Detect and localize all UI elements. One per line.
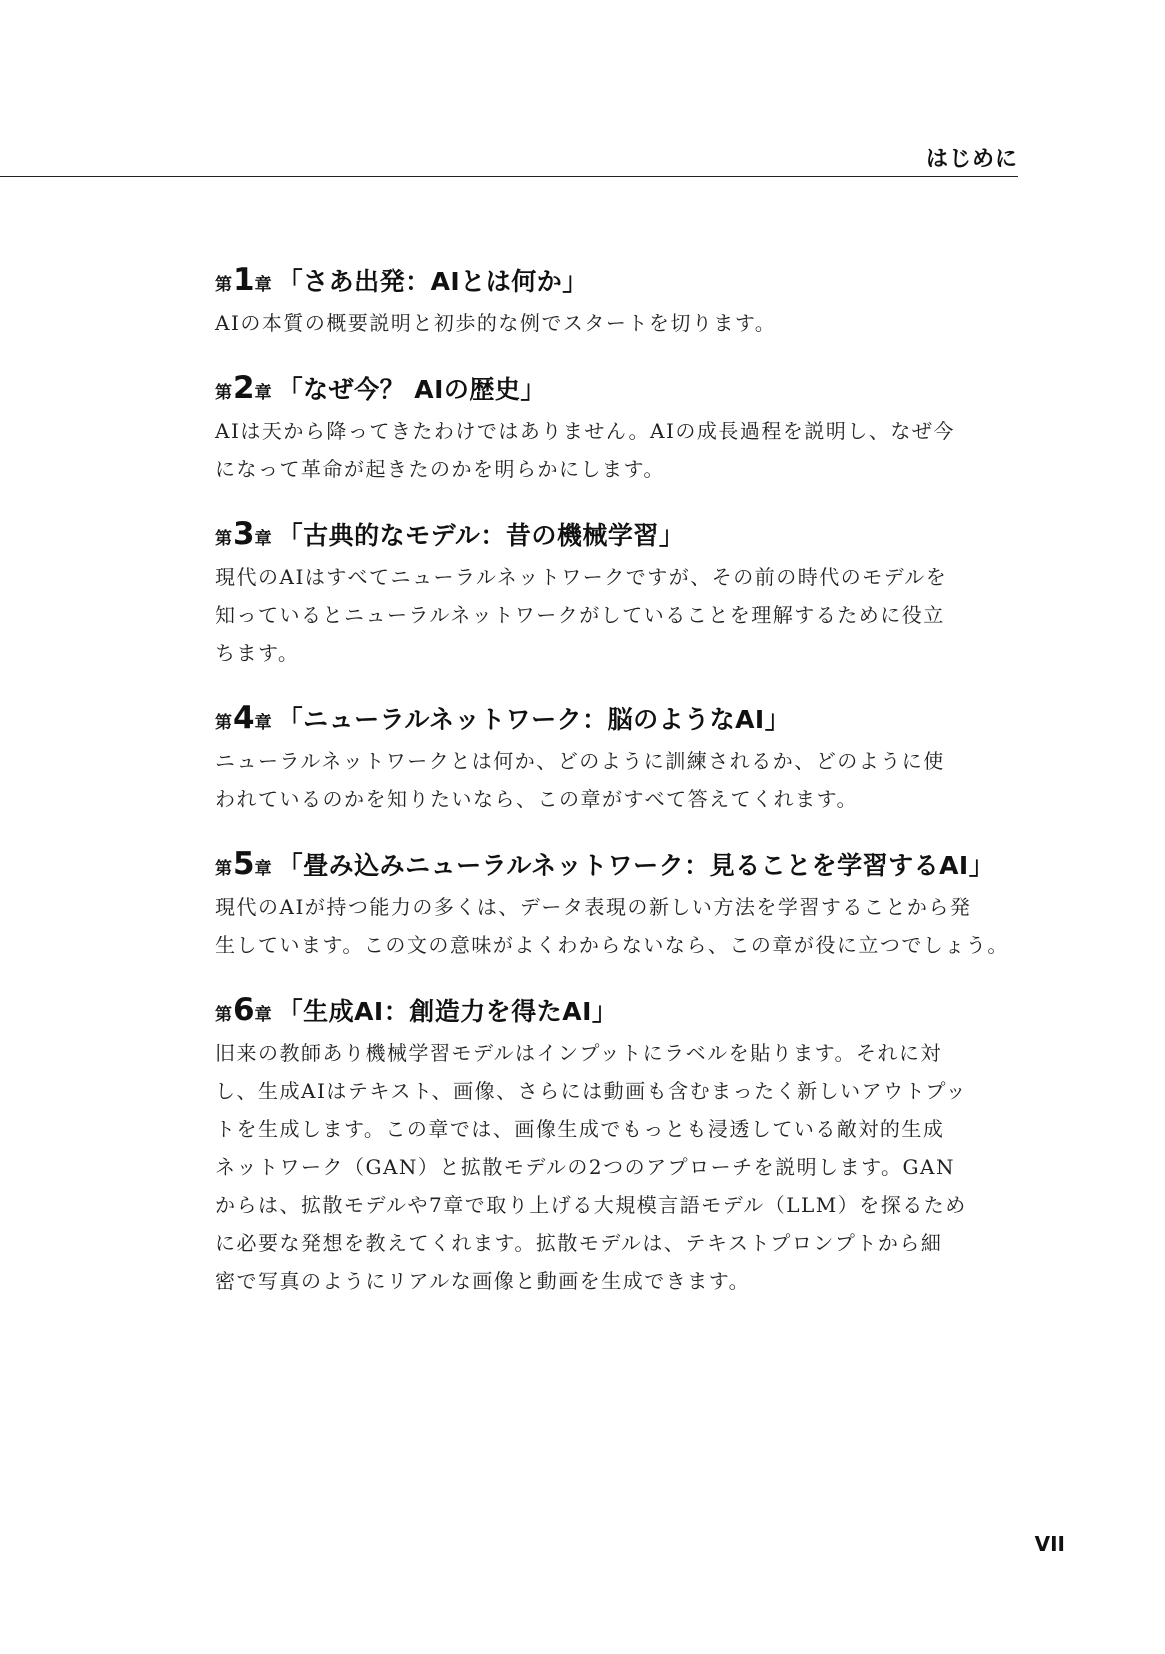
chapter-description	[215, 1034, 1015, 1300]
chapter-prefix: 第	[215, 529, 232, 549]
description-line: 生しています。この文の意味がよくわからないなら、この章が役に立つでしょう。	[215, 933, 1009, 957]
chapter-heading	[215, 516, 1015, 558]
description-line: トを生成します。この章では、画像生成でもっとも浸透している敵対的生成	[215, 1117, 945, 1141]
chapter-entry	[215, 262, 1015, 342]
description-line: ちます。	[215, 641, 300, 665]
description-line: し、生成AIはテキスト、画像、さらには動画も含むまったく新しいアウトプッ	[215, 1079, 968, 1103]
chapter-spacer	[215, 672, 1015, 700]
chapter-spacer	[215, 964, 1015, 992]
chapter-title: 「なぜ今？ AIの歴史」	[277, 375, 546, 404]
chapter-suffix: 章	[254, 859, 272, 879]
chapter-heading	[215, 992, 1015, 1034]
chapter-prefix: 第	[215, 383, 232, 403]
chapter-heading	[215, 370, 1015, 412]
description-line: 現代のAIはすべてニューラルネットワークですが、その前の時代のモデルを	[215, 565, 948, 589]
chapter-spacer	[215, 488, 1015, 516]
running-head-title: はじめに	[925, 147, 1018, 172]
chapter-description	[215, 412, 1015, 488]
description-line: 密で写真のようにリアルな画像と動画を生成できます。	[215, 1269, 751, 1293]
chapter-number: 4	[233, 700, 254, 736]
chapter-description	[215, 304, 1015, 342]
description-line: われているのかを知りたいなら、この章がすべて答えてくれます。	[215, 787, 858, 811]
description-line: からは、拡散モデルや7章で取り上げる大規模言語モデル（LLM）を探るため	[215, 1193, 967, 1217]
description-line: ニューラルネットワークとは何か、どのように訓練されるか、どのように使	[215, 749, 945, 773]
chapter-spacer	[215, 342, 1015, 370]
chapter-number: 5	[233, 846, 254, 882]
description-line: になって革命が起きたのかを明らかにします。	[215, 457, 665, 481]
chapter-list	[215, 262, 1015, 1300]
chapter-suffix: 章	[254, 529, 272, 549]
description-line: 現代のAIが持つ能力の多くは、データ表現の新しい方法を学習することから発	[215, 895, 972, 919]
chapter-entry	[215, 846, 1015, 964]
description-line: AIは天から降ってきたわけではありません。AIの成長過程を説明し、なぜ今	[215, 419, 955, 443]
chapter-number: 6	[233, 992, 254, 1028]
chapter-title: 「さあ出発：AIとは何か」	[277, 267, 588, 296]
chapter-number: 2	[233, 370, 254, 406]
chapter-title: 「生成AI：創造力を得たAI」	[277, 997, 618, 1026]
running-head	[0, 136, 1018, 177]
chapter-suffix: 章	[254, 275, 272, 295]
chapter-description	[215, 558, 1015, 672]
chapter-title: 「ニューラルネットワーク：脳のようなAI」	[277, 705, 791, 734]
page-number: VII	[1034, 1532, 1065, 1556]
chapter-prefix: 第	[215, 275, 232, 295]
chapter-heading	[215, 262, 1015, 304]
chapter-description	[215, 742, 1015, 818]
description-line: AIの本質の概要説明と初歩的な例でスタートを切ります。	[215, 311, 777, 335]
chapter-title: 「畳み込みニューラルネットワーク：見ることを学習するAI」	[277, 851, 995, 880]
description-line: 知っているとニューラルネットワークがしていることを理解するために役立	[215, 603, 945, 627]
chapter-title: 「古典的なモデル：昔の機械学習」	[277, 521, 685, 550]
chapter-description	[215, 888, 1015, 964]
chapter-prefix: 第	[215, 859, 232, 879]
chapter-heading	[215, 846, 1015, 888]
chapter-prefix: 第	[215, 1005, 232, 1025]
chapter-suffix: 章	[254, 713, 272, 733]
chapter-number: 3	[233, 516, 254, 552]
chapter-suffix: 章	[254, 383, 272, 403]
chapter-heading	[215, 700, 1015, 742]
description-line: ネットワーク（GAN）と拡散モデルの2つのアプローチを説明します。GAN	[215, 1155, 955, 1179]
chapter-entry	[215, 700, 1015, 818]
chapter-spacer	[215, 818, 1015, 846]
chapter-prefix: 第	[215, 713, 232, 733]
chapter-entry	[215, 370, 1015, 488]
chapter-entry	[215, 516, 1015, 672]
chapter-entry	[215, 992, 1015, 1300]
chapter-suffix: 章	[254, 1005, 272, 1025]
chapter-number: 1	[233, 262, 254, 298]
description-line: に必要な発想を教えてくれます。拡散モデルは、テキストプロンプトから細	[215, 1231, 943, 1255]
description-line: 旧来の教師あり機械学習モデルはインプットにラベルを貼ります。それに対	[215, 1041, 942, 1065]
